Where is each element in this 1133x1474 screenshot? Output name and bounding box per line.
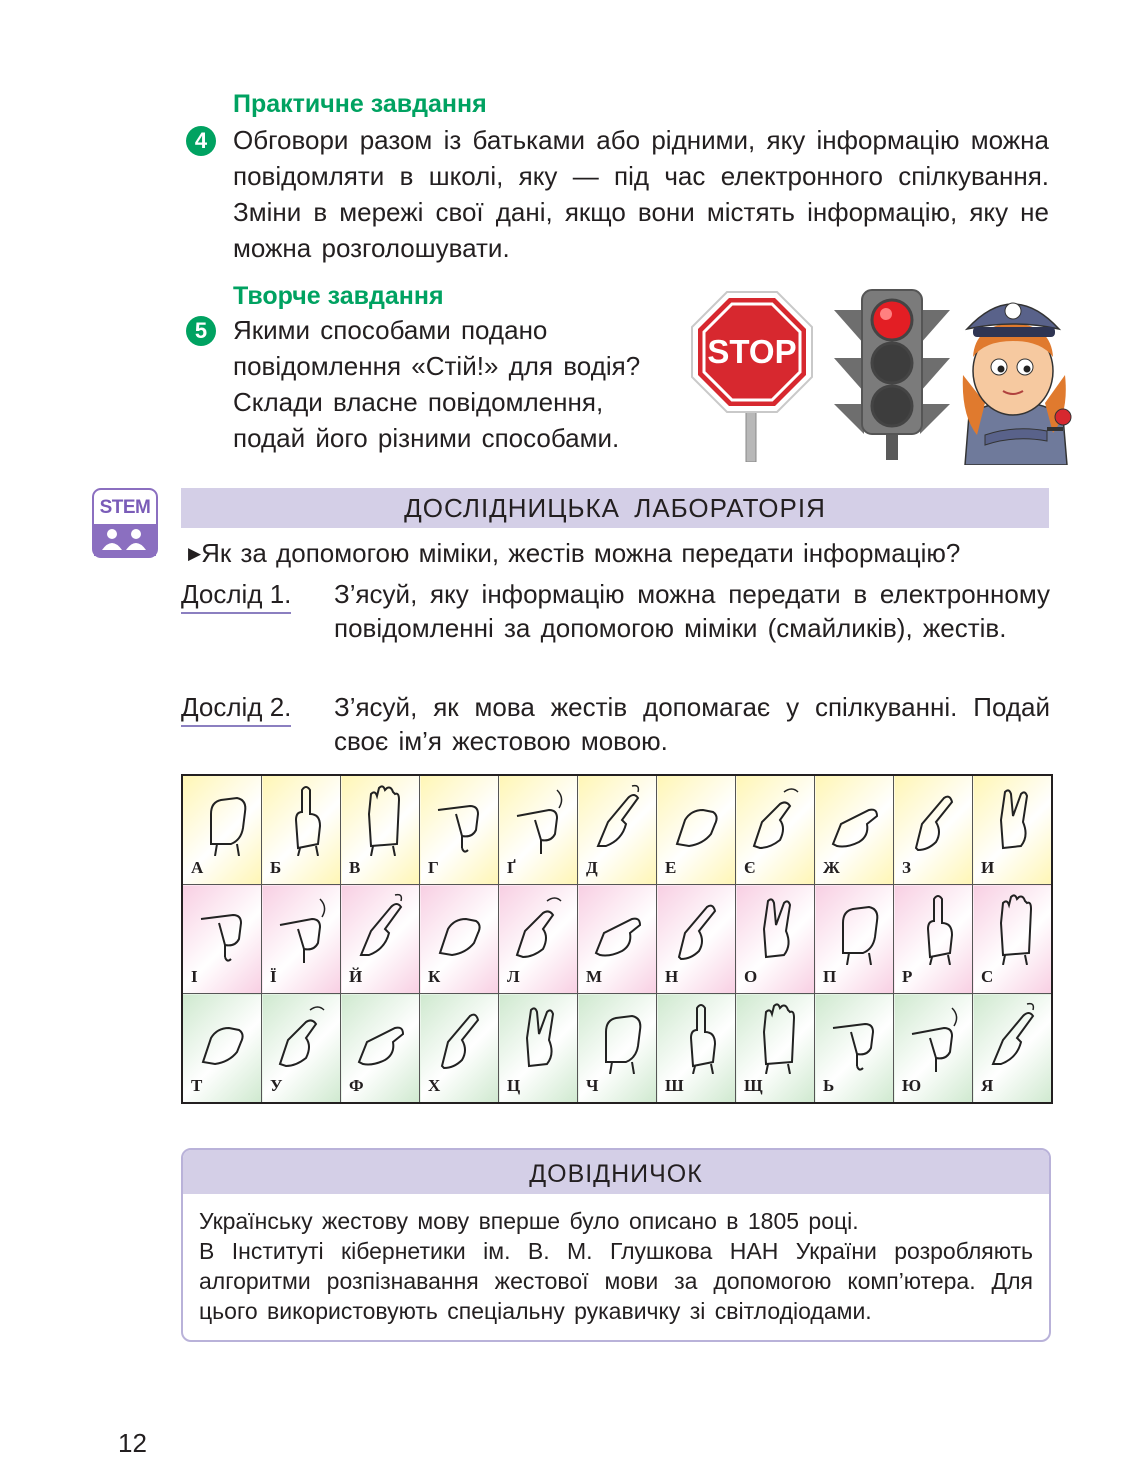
alphabet-letter: Ц <box>507 1076 521 1095</box>
alphabet-letter: Є <box>744 858 756 877</box>
alphabet-letter: Д <box>586 858 598 877</box>
alphabet-letter: А <box>191 858 204 877</box>
alphabet-letter: Л <box>507 967 520 986</box>
alphabet-cell <box>736 994 815 1104</box>
alphabet-letter: В <box>349 858 361 877</box>
alphabet-cell <box>420 885 499 994</box>
hand-sign-icon <box>197 893 249 965</box>
alphabet-cell <box>182 775 262 885</box>
task4-title: Практичне завдання <box>233 90 487 118</box>
task5-number-badge: 5 <box>186 316 216 346</box>
traffic-light-image <box>834 288 950 460</box>
alphabet-letter: О <box>744 967 758 986</box>
task5-line: подай його різними способами. <box>233 423 620 453</box>
alphabet-letter: Ж <box>823 858 840 877</box>
task5-line: повідомлення «Стій!» для водія? <box>233 351 641 381</box>
hand-sign-icon <box>908 784 960 856</box>
hand-sign-icon <box>987 893 1039 965</box>
alphabet-letter: Ш <box>665 1076 684 1095</box>
alphabet-cell <box>341 994 420 1104</box>
alphabet-row <box>182 994 1052 1104</box>
traffic-officer-image <box>955 285 1073 465</box>
hand-sign-icon <box>829 1002 881 1074</box>
alphabet-cell <box>420 775 499 885</box>
hand-sign-icon <box>513 784 565 856</box>
alphabet-cell <box>182 885 262 994</box>
alphabet-row <box>182 885 1052 994</box>
hand-sign-icon <box>592 1002 644 1074</box>
alphabet-cell <box>657 885 736 994</box>
alphabet-cell <box>894 994 973 1104</box>
alphabet-letter: Я <box>981 1076 994 1095</box>
hand-sign-icon <box>276 893 328 965</box>
hand-sign-icon <box>750 893 802 965</box>
reference-box <box>181 1148 1051 1342</box>
hand-sign-icon <box>671 893 723 965</box>
task5-title: Творче завдання <box>233 282 444 310</box>
stem-badge <box>92 488 158 558</box>
alphabet-cell <box>894 775 973 885</box>
alphabet-letter: Ґ <box>507 858 516 877</box>
alphabet-row <box>182 775 1052 885</box>
alphabet-letter: І <box>191 967 198 986</box>
task5-line: Якими способами подано <box>233 315 548 345</box>
alphabet-letter: Н <box>665 967 679 986</box>
alphabet-letter: К <box>428 967 441 986</box>
alphabet-cell <box>578 775 657 885</box>
alphabet-cell <box>262 885 341 994</box>
hand-sign-icon <box>750 784 802 856</box>
hand-sign-icon <box>987 784 1039 856</box>
stop-sign-image <box>690 290 814 462</box>
alphabet-cell <box>657 775 736 885</box>
hand-sign-icon <box>592 784 644 856</box>
reference-line: В Інституті кібернетики ім. В. М. Глушкова НАН України розробляють алгоритми розпізнавання жестової мови за допомогою комп’ютера. Для цього використовують спеціальну рукавичку зі світлодіодами. <box>199 1238 1033 1324</box>
hand-sign-icon <box>513 893 565 965</box>
alphabet-cell <box>182 994 262 1104</box>
alphabet-cell <box>815 885 894 994</box>
hand-sign-icon <box>355 893 407 965</box>
triangle-bullet-icon: ▶ <box>188 544 202 563</box>
alphabet-letter: Ю <box>902 1076 922 1095</box>
hand-sign-icon <box>276 784 328 856</box>
hand-sign-icon <box>513 1002 565 1074</box>
alphabet-letter: И <box>981 858 995 877</box>
alphabet-letter: Щ <box>744 1076 763 1095</box>
hand-sign-icon <box>829 784 881 856</box>
task5-line: Склади власне повідомлення, <box>233 387 604 417</box>
lab-question <box>188 536 960 571</box>
alphabet-cell <box>815 775 894 885</box>
alphabet-cell <box>341 775 420 885</box>
alphabet-cell <box>657 994 736 1104</box>
hand-sign-icon <box>434 893 486 965</box>
lab-title-bar: ДОСЛІДНИЦЬКА ЛАБОРАТОРІЯ <box>181 488 1049 528</box>
hand-sign-icon <box>355 1002 407 1074</box>
stop-sign-text: STOP <box>707 333 797 370</box>
alphabet-cell <box>815 994 894 1104</box>
alphabet-cell <box>578 994 657 1104</box>
hand-sign-icon <box>197 784 249 856</box>
alphabet-letter: Б <box>270 858 282 877</box>
alphabet-cell <box>262 775 341 885</box>
alphabet-letter: Р <box>902 967 913 986</box>
hand-sign-icon <box>908 893 960 965</box>
alphabet-letter: Т <box>191 1076 203 1095</box>
alphabet-cell <box>262 994 341 1104</box>
reference-body <box>183 1194 1049 1340</box>
people-icon <box>94 524 156 556</box>
alphabet-cell <box>499 885 578 994</box>
reference-line: Українську жестову мову вперше було описано в 1805 році. <box>199 1208 859 1234</box>
stem-badge-label: STEM <box>99 497 151 518</box>
alphabet-letter: С <box>981 967 994 986</box>
hand-sign-icon <box>355 784 407 856</box>
hand-sign-icon <box>829 893 881 965</box>
alphabet-cell <box>420 994 499 1104</box>
alphabet-letter: Е <box>665 858 677 877</box>
experiment-2-label: Дослід 2. <box>181 690 291 727</box>
alphabet-cell <box>736 885 815 994</box>
alphabet-letter: Ф <box>349 1076 364 1095</box>
experiment-1-text: З’ясуй, яку інформацію можна передати в електронному повідомленні за допомогою міміки (смайликів), жестів. <box>334 579 1050 643</box>
alphabet-cell <box>736 775 815 885</box>
task4-number-badge: 4 <box>186 126 216 156</box>
alphabet-cell <box>499 775 578 885</box>
alphabet-letter: Х <box>428 1076 441 1095</box>
hand-sign-icon <box>671 784 723 856</box>
hand-sign-icon <box>750 1002 802 1074</box>
page-number: 12 <box>118 1428 147 1458</box>
alphabet-letter: Г <box>428 858 439 877</box>
hand-sign-icon <box>434 1002 486 1074</box>
experiment-2-text: З’ясуй, як мова жестів допомагає у спілкуванні. Подай своє ім’я жестовою мовою. <box>334 692 1050 756</box>
hand-sign-icon <box>987 1002 1039 1074</box>
task5-text <box>233 312 683 456</box>
lab-question-text: Як за допомогою міміки, жестів можна передати інформацію? <box>201 538 961 568</box>
alphabet-letter: Ї <box>270 967 277 986</box>
alphabet-cell <box>578 885 657 994</box>
alphabet-letter: У <box>270 1076 283 1095</box>
alphabet-letter: Й <box>349 967 363 986</box>
hand-sign-icon <box>671 1002 723 1074</box>
task4-text: Обговори разом із батьками або рідними, яку інформацію можна повідомляти в школі, яку — під час електронного спілкування. Зміни в мережі свої дані, якщо вони містять інформацію, яку не можна розголошувати. <box>233 125 1049 263</box>
alphabet-cell <box>341 885 420 994</box>
alphabet-cell <box>973 885 1053 994</box>
alphabet-cell <box>499 994 578 1104</box>
alphabet-cell <box>894 885 973 994</box>
alphabet-letter: Ь <box>823 1076 835 1095</box>
hand-sign-icon <box>434 784 486 856</box>
hand-sign-icon <box>908 1002 960 1074</box>
hand-sign-icon <box>197 1002 249 1074</box>
alphabet-cell <box>973 775 1053 885</box>
alphabet-cell <box>973 994 1053 1104</box>
experiment-1-label: Дослід 1. <box>181 577 291 614</box>
alphabet-letter: М <box>586 967 603 986</box>
alphabet-letter: З <box>902 858 911 877</box>
reference-title: ДОВІДНИЧОК <box>183 1150 1049 1194</box>
alphabet-letter: П <box>823 967 837 986</box>
sign-alphabet-table <box>181 774 1053 1104</box>
alphabet-letter: Ч <box>586 1076 599 1095</box>
hand-sign-icon <box>592 893 644 965</box>
hand-sign-icon <box>276 1002 328 1074</box>
